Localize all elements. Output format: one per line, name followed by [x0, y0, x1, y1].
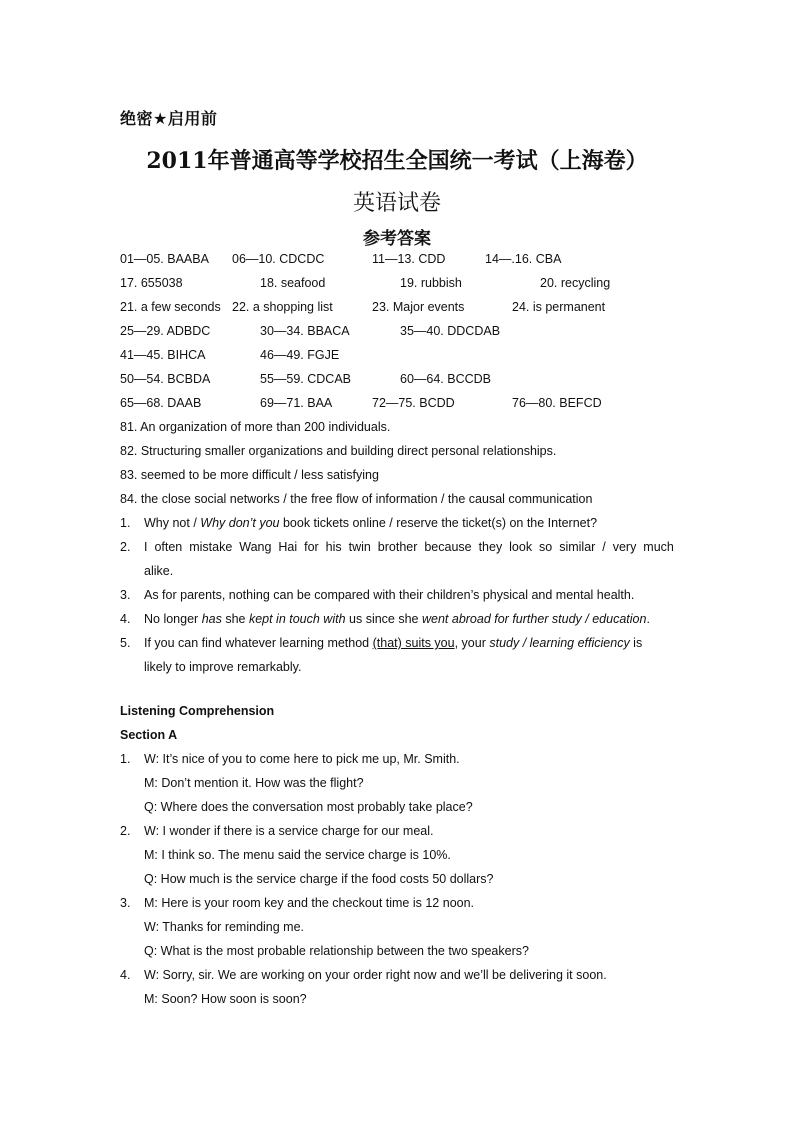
- item-number: 4.: [120, 612, 131, 626]
- answer-cell: 30—34. BBACA: [260, 324, 350, 338]
- answer-cell: 06—10. CDCDC: [232, 252, 325, 266]
- dialogue-line: Q: What is the most probable relationship between the two speakers?: [144, 944, 529, 958]
- answer-cell: 46—49. FGJE: [260, 348, 340, 362]
- short-answer-82: 82. Structuring smaller organizations and building direct personal relationships.: [120, 444, 557, 458]
- item-number: 3.: [120, 896, 131, 910]
- answer-cell: 55—59. CDCAB: [260, 372, 352, 386]
- dialogue-line: Q: How much is the service charge if the food costs 50 dollars?: [144, 872, 494, 886]
- item-number: 2.: [120, 824, 131, 838]
- answer-cell: 24. is permanent: [512, 300, 606, 314]
- answer-cell: 11—13. CDD: [372, 252, 446, 266]
- item-number: 3.: [120, 588, 131, 602]
- dialogue-line: M: I think so. The menu said the service charge is 10%.: [144, 848, 451, 862]
- item-number: 5.: [120, 636, 131, 650]
- dialogue-line: W: Sorry, sir. We are working on your order right now and we’ll be delivering it soon.: [144, 968, 607, 982]
- answer-cell: 14—.16. CBA: [485, 252, 562, 266]
- item-number: 4.: [120, 968, 131, 982]
- listening-heading: Listening Comprehension: [120, 704, 275, 718]
- translation-text: No longer has she kept in touch with us since she went abroad for further study / education.: [144, 612, 650, 626]
- answer-cell: 72—75. BCDD: [372, 396, 455, 410]
- translation-text: Why not / Why don’t you book tickets online / reserve the ticket(s) on the Internet?: [144, 516, 598, 530]
- dialogue-line: M: Don’t mention it. How was the flight?: [144, 776, 364, 790]
- answer-cell: 23. Major events: [372, 300, 465, 314]
- answer-cell: 22. a shopping list: [232, 300, 333, 314]
- item-number: 1.: [120, 752, 131, 766]
- dialogue-line: W: It’s nice of you to come here to pick me up, Mr. Smith.: [144, 752, 460, 766]
- item-number: 1.: [120, 516, 131, 530]
- answer-cell: 69—71. BAA: [260, 396, 333, 410]
- answer-key-heading: 参考答案: [363, 229, 431, 249]
- dialogue-line: Q: Where does the conversation most probably take place?: [144, 800, 473, 814]
- dialogue-line: W: Thanks for reminding me.: [144, 920, 305, 934]
- answer-cell: 76—80. BEFCD: [512, 396, 602, 410]
- subject-title: 英语试卷: [352, 191, 441, 216]
- answer-cell: 19. rubbish: [400, 276, 462, 290]
- translation-text: If you can find whatever learning method (that) suits you, your study / learning efficiency is: [144, 636, 643, 650]
- answer-cell: 17. 655038: [120, 276, 183, 290]
- translation-text-continued: alike.: [144, 564, 174, 578]
- answer-cell: 65—68. DAAB: [120, 396, 202, 410]
- answer-cell: 25—29. ADBDC: [120, 324, 211, 338]
- answer-cell: 60—64. BCCDB: [400, 372, 492, 386]
- section-a-heading: Section A: [120, 728, 178, 742]
- secret-mark: 绝密★启用前: [120, 109, 218, 128]
- short-answer-84: 84. the close social networks / the free flow of information / the causal communication: [120, 492, 593, 506]
- short-answer-81: 81. An organization of more than 200 individuals.: [120, 420, 391, 434]
- translation-text-continued: likely to improve remarkably.: [144, 660, 302, 674]
- translation-text: As for parents, nothing can be compared with their children’s physical and mental health.: [144, 588, 635, 602]
- short-answer-83: 83. seemed to be more difficult / less satisfying: [120, 468, 379, 482]
- answer-cell: 50—54. BCBDA: [120, 372, 211, 386]
- answer-cell: 35—40. DDCDAB: [400, 324, 501, 338]
- dialogue-line: W: I wonder if there is a service charge for our meal.: [144, 824, 434, 838]
- exam-title: 2011年普通高等学校招生全国统一考试（上海卷）: [146, 148, 648, 174]
- answer-cell: 41—45. BIHCA: [120, 348, 206, 362]
- answer-cell: 20. recycling: [540, 276, 611, 290]
- translation-text: I often mistake Wang Hai for his twin brother because they look so similar / very much: [144, 540, 674, 554]
- answer-cell: 01—05. BAABA: [120, 252, 209, 266]
- dialogue-line: M: Soon? How soon is soon?: [144, 992, 307, 1006]
- answer-cell: 18. seafood: [260, 276, 326, 290]
- dialogue-line: M: Here is your room key and the checkout time is 12 noon.: [144, 896, 475, 910]
- item-number: 2.: [120, 540, 131, 554]
- answer-cell: 21. a few seconds: [120, 300, 221, 314]
